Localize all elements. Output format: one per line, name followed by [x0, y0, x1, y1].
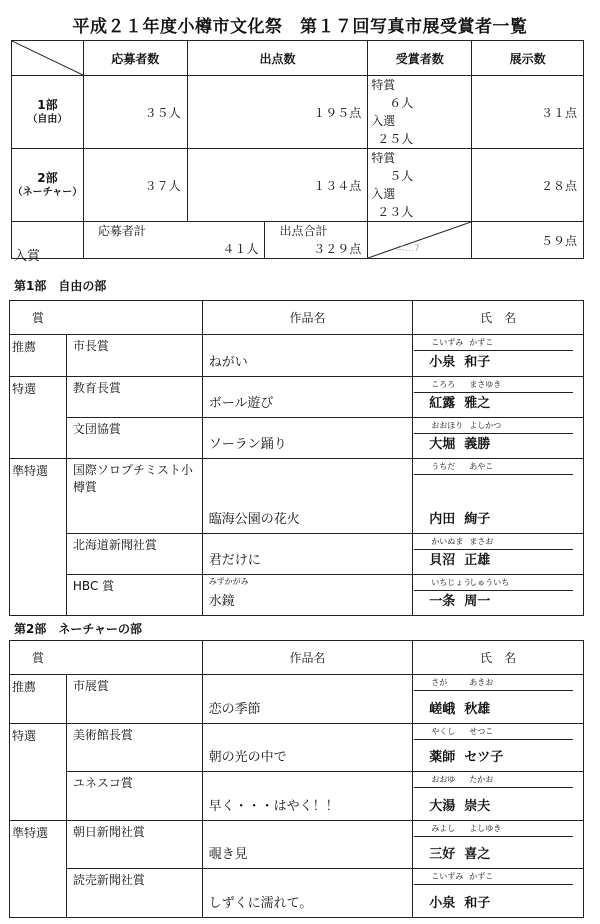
work-title: ねがい: [208, 354, 248, 370]
winner-name: 嵯峨 秋雄: [429, 701, 491, 717]
work-cell: [202, 459, 413, 534]
award-row: [10, 459, 584, 534]
award-row: [10, 376, 584, 417]
name-ruby: みよし よしゆき: [431, 823, 502, 833]
corner-cell: [12, 41, 84, 76]
name-ruby: かいぬま まさお: [431, 536, 494, 546]
applicants-part2: ３７人: [83, 149, 187, 222]
prize-name: 国際ソロプチミスト小樽賞: [66, 459, 202, 534]
work-cell: [202, 335, 413, 377]
work-title: 水鏡: [208, 594, 235, 609]
name-ruby: こいずみ かずこ: [431, 872, 494, 882]
work-cell: [202, 723, 413, 772]
name-cell: [413, 376, 584, 417]
prize-name: 市展賞: [66, 675, 202, 724]
entries-part1: １９５点: [187, 76, 368, 149]
ruby-divider: [414, 474, 573, 475]
award-row: [10, 869, 584, 918]
award-row: [10, 533, 584, 574]
rank-cell: 特選: [10, 723, 67, 820]
section-heading-nyusho: 入賞: [14, 249, 41, 264]
work-cell: [202, 574, 413, 615]
ruby-divider: [414, 787, 573, 788]
row-label-part1: 1部 （自由）: [12, 76, 84, 149]
prize-name: 北海道新聞社賞: [66, 533, 202, 574]
exhibited-total: ５９点: [472, 222, 584, 259]
award-row: [10, 417, 584, 458]
name-cell: [413, 533, 584, 574]
award-row: [10, 675, 584, 724]
award-row: [10, 820, 584, 869]
header-winners: 受賞者数: [368, 41, 472, 76]
work-title: 早く・・・はやく！！: [208, 798, 339, 814]
name-ruby: こいずみ かずこ: [431, 338, 494, 347]
work-title: しずくに濡れて。: [208, 896, 313, 911]
name-cell: [413, 820, 584, 869]
ruby-divider: [414, 884, 573, 885]
work-cell: [202, 417, 413, 458]
name-cell: [413, 574, 584, 615]
summary-table: [11, 40, 584, 259]
row-label-part2: 2部 （ネーチャー）: [12, 149, 84, 222]
winners-part1: 特賞６人 入選２５人: [368, 76, 472, 149]
rank-cell: 特選: [10, 376, 67, 458]
name-cell: [413, 675, 584, 724]
work-title: 君だけに: [208, 552, 261, 568]
name-cell: [413, 417, 584, 458]
work-title: 朝の光の中で: [208, 750, 287, 766]
work-title: ソーラン踊り: [208, 437, 287, 453]
work-cell: [202, 820, 413, 869]
section-title-part1: 第1部 自由の部: [14, 279, 107, 293]
prize-name: 市長賞: [66, 335, 202, 377]
prize-name: HBC 賞: [66, 574, 202, 615]
entries-part2: １３４点: [187, 149, 368, 222]
header-award: 賞: [10, 301, 203, 335]
award-table-part2: [9, 640, 584, 918]
header-applicants: 応募者数: [83, 41, 187, 76]
name-cell: [413, 772, 584, 821]
exhibited-part2: ２８点: [472, 149, 584, 222]
name-ruby: さが あきお: [431, 678, 494, 687]
header-work: 作品名: [202, 301, 413, 335]
header-award: 賞: [10, 641, 203, 675]
winner-name: 三好 喜之: [429, 847, 491, 863]
name-cell: [413, 459, 584, 534]
winner-name: 一条 周一: [429, 594, 491, 609]
prize-name: 朝日新聞社賞: [66, 820, 202, 869]
work-cell: [202, 869, 413, 918]
header-work: 作品名: [202, 641, 413, 675]
name-ruby: ころろ まさゆき: [431, 379, 502, 389]
work-title: 臨海公園の花火: [208, 511, 300, 527]
name-ruby: やくし せつこ: [431, 726, 494, 736]
work-cell: [202, 772, 413, 821]
name-ruby: うちだ あやこ: [431, 462, 494, 472]
award-row: [10, 772, 584, 821]
award-row: [10, 723, 584, 772]
winner-name: 貝沼 正雄: [429, 552, 491, 568]
work-cell: [202, 533, 413, 574]
rank-cell: 推薦: [10, 675, 67, 724]
work-title: 恋の季節: [208, 701, 261, 717]
work-title: ボール遊び: [208, 395, 274, 411]
exhibited-part1: ３１点: [472, 76, 584, 149]
name-ruby: おおゆ たかお: [431, 775, 494, 785]
name-ruby: いちじょう しゅういち: [431, 577, 510, 587]
ruby-divider: [414, 739, 573, 740]
winners-part2: 特賞５人 入選２３人: [368, 149, 472, 222]
winner-name: 小泉 和子: [429, 354, 491, 370]
header-entries: 出点数: [187, 41, 368, 76]
header-exhibited: 展示数: [472, 41, 584, 76]
name-cell: [413, 335, 584, 377]
winner-name: 小泉 和子: [429, 896, 491, 911]
winner-name: 薬師 セツ子: [429, 750, 504, 766]
rank-cell: 準特選: [10, 820, 67, 917]
name-ruby: おおほり よしかつ: [431, 420, 502, 430]
rank-cell: 準特選: [10, 459, 67, 616]
award-row: [10, 335, 584, 377]
prize-name: 教育長賞: [66, 376, 202, 417]
header-name: 氏 名: [413, 641, 584, 675]
award-row: [10, 574, 584, 615]
prize-name: 美術館長賞: [66, 723, 202, 772]
work-cell: [202, 376, 413, 417]
winner-name: 大堀 義勝: [429, 437, 491, 453]
name-cell: [413, 723, 584, 772]
section-title-part2: 第2部 ネーチャーの部: [14, 622, 142, 636]
applicants-total: 応募者計 ４１人: [83, 222, 265, 259]
prize-name: 読売新聞社賞: [66, 869, 202, 918]
name-cell: [413, 869, 584, 918]
header-name: 氏 名: [413, 301, 584, 335]
ruby-divider: [414, 836, 573, 837]
winners-total-blank: [368, 222, 472, 259]
work-title: 覗き見: [208, 847, 248, 863]
work-cell: [202, 675, 413, 724]
ruby-divider: [414, 690, 573, 691]
pencil-mark: ニ…7: [396, 244, 420, 254]
rank-cell: 推薦: [10, 335, 67, 377]
award-table-part1: [9, 300, 584, 616]
winner-name: 内田 絢子: [429, 511, 491, 527]
prize-name: 文団協賞: [66, 417, 202, 458]
winner-name: 紅露 雅之: [429, 395, 491, 411]
winner-name: 大湯 崇夫: [429, 798, 491, 814]
page-title: 平成２１年度小樽市文化祭 第１７回写真市展受賞者一覧: [72, 17, 528, 37]
work-ruby: みずかがみ: [208, 576, 249, 586]
applicants-part1: ３５人: [83, 76, 187, 149]
entries-total: 出点合計 ３２９点: [265, 222, 368, 259]
prize-name: ユネスコ賞: [66, 772, 202, 821]
